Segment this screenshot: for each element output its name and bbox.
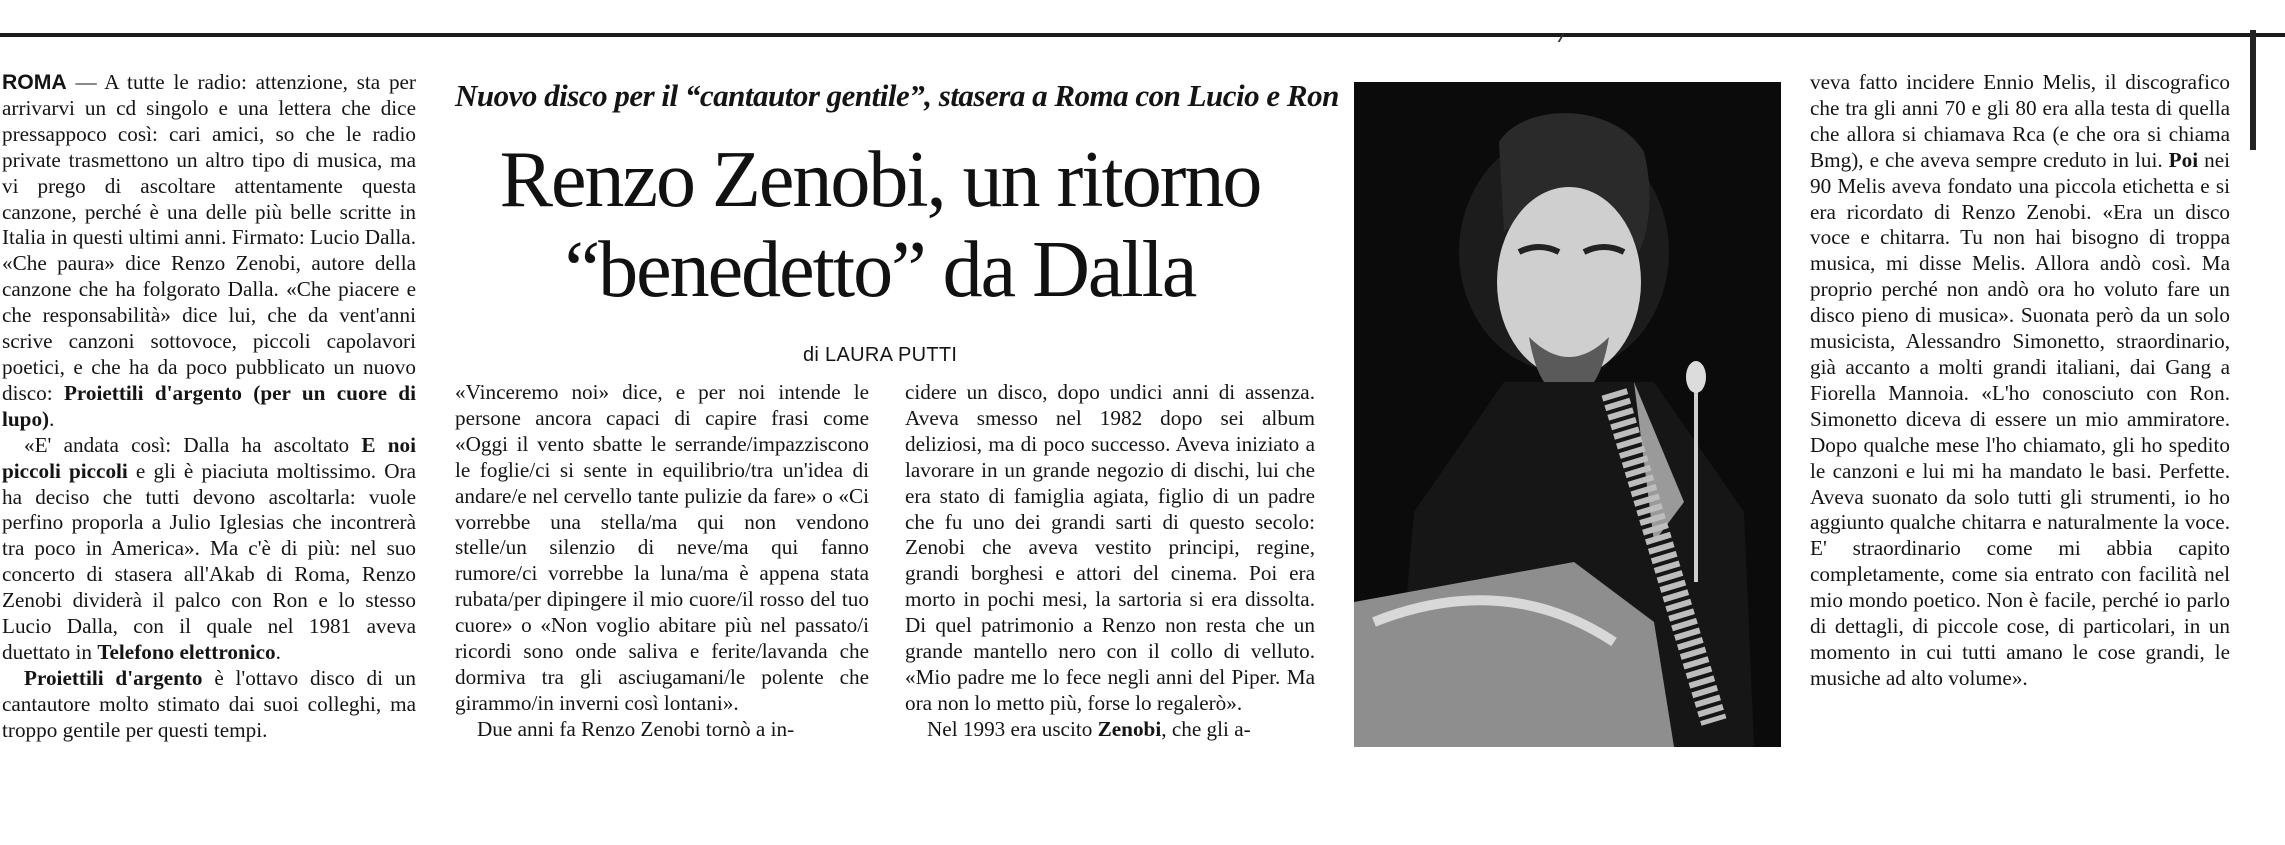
song-title: Telefono elettronico bbox=[97, 639, 276, 664]
paragraph-text: — A tutte le radio: attenzione, sta per arrivarvi un cd singolo e una lettera che dice pressappoco così: cari amici, so che le radio private trasmettono un altro tipo di musica, ma vi prego di ascoltare attentamente questa canzone, perché è una delle più belle scritte in Italia in questi ultimi anni. Firmato: Lucio Dalla. «Che paura» dice Renzo Zenobi, autore della canzone che ha folgorato Dalla. «Che piacere e che responsabilità» dice lui, che da vent'anni scrive canzoni sottovoce, piccoli capolavori poetici, e che ha da poco pubblicato un nuovo disco: bbox=[2, 70, 416, 405]
paragraph-text: è l'ottavo disco di un cantautore molto stimato dai suoi colleghi, ma troppo gentile per questi tempi. bbox=[2, 665, 416, 742]
scan-edge-mark bbox=[2250, 30, 2256, 150]
article-column-4 bbox=[1810, 70, 2230, 692]
headline-line-2: “benedetto” da Dalla bbox=[564, 226, 1196, 314]
song-title: E noi piccoli piccoli bbox=[2, 432, 416, 483]
paragraph-1: «Vinceremo noi» dice, e per noi intende le persone ancora capaci di capire frasi come «Oggi il vento sbatte le serrande/impazziscono le foglie/ci si sente in equilibrio/tra un'idea di andare/e nel cervello tante pulizie da fare» o «Ci vorrebbe una stella/ma qui non vendono stelle/un silenzio di neve/ma qui fanno rumore/ci vorrebbe la luna/ma è appena stata rubata/per dipingere il mio cuore/il rosso del tuo cuore» o «Non voglio abitare più nel passato/i ricordi sono onde saliva e ferite/lavanda che dormiva tra gli asciugamani/le polente che girammo/in inverni così lontani». bbox=[455, 380, 869, 715]
kicker: Nuovo disco per il “cantautor gentile”, stasera a Roma con Lucio e Ron bbox=[455, 78, 1339, 113]
dateline-city: ROMA bbox=[2, 71, 67, 94]
article-column-2 bbox=[455, 380, 869, 743]
paragraph-1 bbox=[1810, 70, 2230, 692]
paragraph-end: . bbox=[275, 639, 281, 664]
paragraph-text: , che gli a- bbox=[1161, 716, 1251, 741]
byline: di LAURA PUTTI bbox=[803, 344, 958, 366]
album-title: Proiettili d'argento (per un cuore di lupo) bbox=[2, 380, 416, 431]
paragraph-2: Due anni fa Renzo Zenobi tornò a in- bbox=[477, 716, 795, 741]
paragraph-text: Nel 1993 era uscito bbox=[927, 716, 1098, 741]
paragraph-end: . bbox=[49, 406, 55, 431]
paragraph-text: nei 90 Melis aveva fondato una piccola etichetta e si era ricordato di Renzo Zenobi. «Era un disco voce e chitarra. Tu non hai bisogno di troppa musica, mi disse Melis. Allora andò così. Ma proprio perché non andò ora ho voluto fare un disco pieno di musica». Suonata però da un solo musicista, Alessandro Simonetto, straordinario, già accanto a molti grandi italiani, dai Gang a Fiorella Mannoia. «L'ho conosciuto con Ron. Simonetto diceva di essere un mio ammiratore. Dopo qualche mese l'ho chiamato, gli ho spedito le canzoni e lui mi ha mandato le basi. Perfette. Aveva suonato da solo tutti gli strumenti, io ho aggiunto qualche chitarra e naturalmente la voce. E' straordinario come mi abbia capito completamente, come sia entrato con facilità nel mio mondo poetico. Non è facile, perché io parlo di dettagli, di piccole cose, di particolari, in un momento in cui tutti amano le cose grandi, le musiche ad alto volume». bbox=[1810, 147, 2230, 690]
headline bbox=[430, 135, 1330, 315]
paragraph-text: veva fatto incidere Ennio Melis, il discografico che tra gli anni 70 e gli 80 era alla testa di quella che allora si chiamava Rca (e che ora si chiama Bmg), e che aveva sempre creduto in lui. bbox=[1810, 70, 2230, 172]
paragraph-1: cidere un disco, dopo undici anni di assenza. Aveva smesso nel 1982 dopo sei album deliziosi, ma di poco successo. Aveva iniziato a lavorare in un grande negozio di dischi, lui che era stato di famiglia agiata, figlio di un padre che fu uno dei grandi sarti di questo secolo: Zenobi che aveva vestito principi, regine, grandi borghesi e attori del cinema. Poi era morto in pochi mesi, la sartoria si era dissolta. Di quel patrimonio a Renzo non resta che un grande mantello nero con il collo di velluto. «Mio padre me lo fece negli anni del Piper. Ma ora non lo metto più, forse lo regalerò». bbox=[905, 380, 1315, 715]
album-title: Proiettili d'argento bbox=[24, 665, 203, 690]
paragraph-1 bbox=[2, 70, 416, 433]
paragraph-text: «E' andata così: Dalla ha ascoltato bbox=[24, 432, 362, 457]
paragraph-text: e gli è piaciuta moltissimo. Ora ha deciso che tutti devono ascoltarla: vuole perfino proporla a Julio Iglesias che incontrerà tra poco in America». Ma c'è di più: nel suo concerto di stasera all'Akab di Roma, Renzo Zenobi dividerà il palco con Ron e lo stesso Lucio Dalla, con il quale nel 1981 aveva duettato in bbox=[2, 458, 416, 664]
bold-word: Poi bbox=[2168, 147, 2199, 172]
rule-mark bbox=[1558, 34, 1575, 42]
paragraph-3 bbox=[2, 666, 416, 744]
portrait-photo bbox=[1354, 82, 1781, 747]
top-rule bbox=[0, 33, 2285, 37]
headline-line-1: Renzo Zenobi, un ritorno bbox=[499, 136, 1261, 224]
guitarist-photo-illustration bbox=[1354, 82, 1781, 747]
album-title: Zenobi bbox=[1097, 716, 1162, 741]
article-column-1 bbox=[2, 70, 416, 744]
article-column-3 bbox=[905, 380, 1315, 743]
paragraph-2 bbox=[905, 717, 1315, 743]
paragraph-2 bbox=[2, 433, 416, 666]
